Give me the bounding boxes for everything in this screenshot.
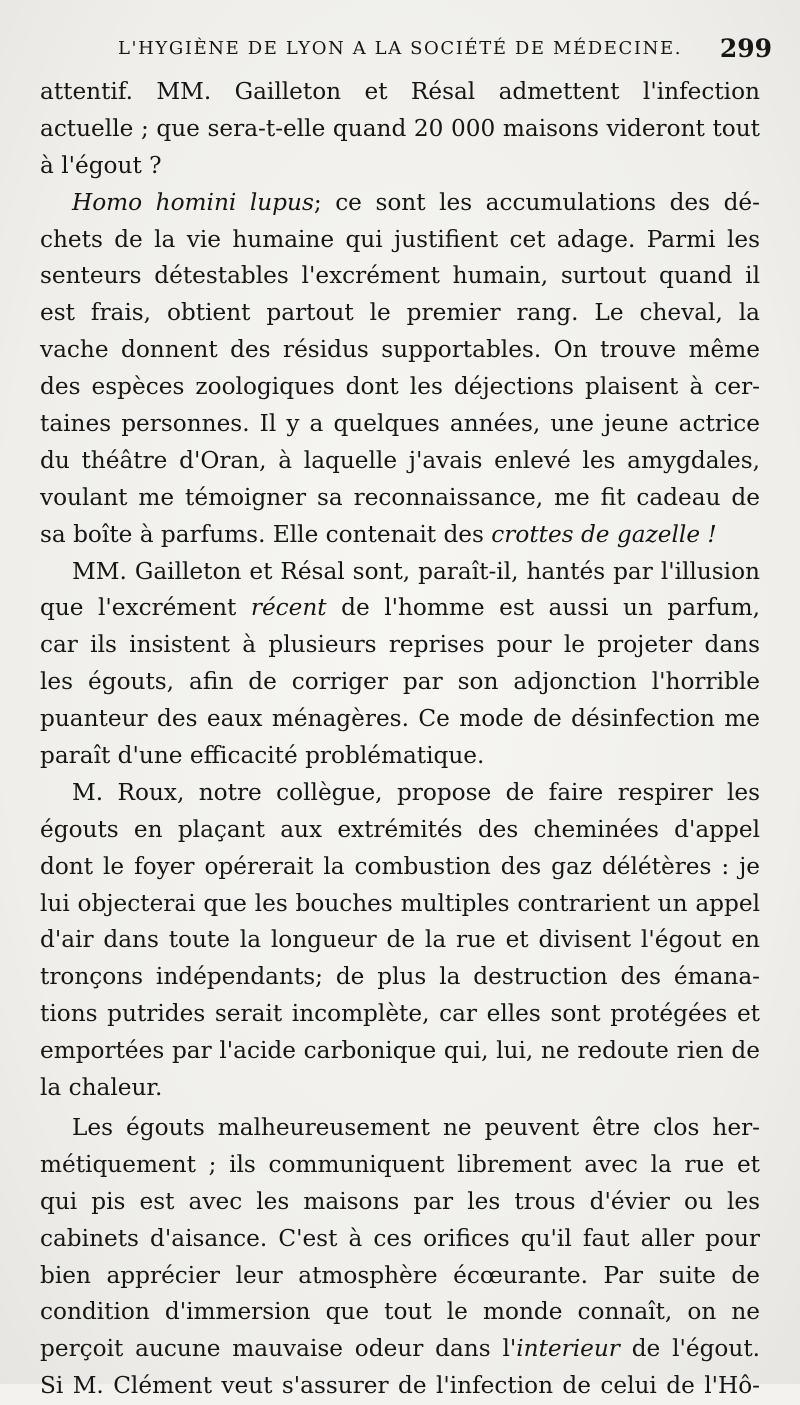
italic-text: récent [250, 594, 327, 622]
text-line [40, 295, 760, 332]
text-run: paraît d'une efficacité problématique. [40, 742, 485, 770]
text-line [40, 1258, 760, 1295]
text-run: attentif. MM. Gailleton et Résal admettent l'infection [40, 78, 760, 105]
running-title: L'HYGIÈNE DE LYON A LA SOCIÉTÉ DE MÉDECINE. [118, 38, 683, 59]
text-run: tronçons indépendants; de plus la destruction des émana- [40, 963, 760, 991]
text-run: de l'égout. [619, 1335, 761, 1363]
text-run: égouts en plaçant aux extrémités des cheminées d'appel [40, 815, 760, 843]
text-run: d'air dans toute la longueur de la rue et divisent l'égout en [40, 926, 760, 954]
text-line [40, 258, 760, 295]
text-run: dont le foyer opérerait la combustion des gaz délétères : je [40, 852, 760, 880]
text-run: MM. Gailleton et Résal sont, paraît-il, hantés par l'illusion [72, 557, 760, 585]
text-line [40, 738, 760, 775]
text-line [40, 480, 760, 517]
text-line [40, 1221, 760, 1258]
page-number: 299 [719, 34, 772, 63]
text-line [40, 664, 760, 701]
text-line [40, 1147, 760, 1184]
text-line [40, 1368, 760, 1405]
text-line [40, 185, 760, 222]
text-run: métiquement ; ils communiquent librement avec la rue et [40, 1150, 760, 1178]
text-line [40, 849, 760, 886]
text-run: cabinets d'aisance. C'est à ces orifices qu'il faut aller pour [40, 1224, 760, 1252]
text-run: emportées par l'acide carbonique qui, lui, ne redoute rien de [40, 1037, 760, 1065]
text-line [40, 959, 760, 996]
text-run: des espèces zoologiques dont les déjections plaisent à cer- [40, 373, 760, 401]
text-line [40, 996, 760, 1033]
body-text [40, 74, 760, 1405]
text-run: ; ce sont les accumulations des dé- [313, 188, 760, 216]
text-run: du théâtre d'Oran, à laquelle j'avais enlevé les amygdales, [40, 446, 760, 474]
text-line [40, 1110, 760, 1147]
running-head [40, 36, 786, 66]
text-run: Les égouts malheureusement ne peuvent être clos her- [72, 1113, 760, 1141]
text-line [40, 1294, 760, 1331]
text-run: est frais, obtient partout le premier rang. Le cheval, la [40, 299, 760, 327]
text-line [40, 332, 760, 369]
text-run: les égouts, afin de corriger par son adjonction l'horrible [40, 668, 760, 696]
text-run: tions putrides serait incomplète, car elles sont protégées et [40, 1000, 760, 1028]
text-run: lui objecterai que les bouches multiples contrarient un appel [40, 889, 760, 917]
text-line [40, 517, 760, 554]
italic-text: crottes de gazelle ! [491, 520, 717, 548]
text-line [40, 74, 760, 111]
text-line [40, 148, 760, 185]
text-line [40, 369, 760, 406]
text-line [40, 1184, 760, 1221]
italic-text: interieur [516, 1335, 620, 1363]
text-line [40, 701, 760, 738]
text-run: de l'homme est aussi un parfum, [326, 594, 761, 622]
text-line [40, 812, 760, 849]
text-line [40, 886, 760, 923]
text-run: sa boîte à parfums. Elle contenait des [40, 520, 492, 548]
text-run: chets de la vie humaine qui justifient cet adage. Parmi les [40, 225, 760, 253]
text-line [40, 1033, 760, 1070]
text-line [40, 111, 760, 148]
text-line [40, 627, 760, 664]
text-run: qui pis est avec les maisons par les trous d'évier ou les [40, 1187, 760, 1215]
text-line [40, 775, 760, 812]
text-line [40, 922, 760, 959]
text-line [40, 590, 760, 627]
text-run: taines personnes. Il y a quelques années, une jeune actrice [40, 410, 760, 438]
text-run: perçoit aucune mauvaise odeur dans l' [40, 1335, 517, 1363]
text-run: que l'excrément [40, 594, 251, 622]
text-run: car ils insistent à plusieurs reprises pour le projeter dans [40, 631, 760, 659]
text-run: senteurs détestables l'excrément humain, surtout quand il [40, 262, 760, 290]
text-run: vache donnent des résidus supportables. On trouve même [40, 336, 760, 364]
text-run: puanteur des eaux ménagères. Ce mode de désinfection me [40, 705, 760, 733]
text-run: voulant me témoigner sa reconnaissance, me fit cadeau de [40, 483, 760, 511]
text-run: condition d'immersion que tout le monde connaît, on ne [40, 1298, 760, 1326]
italic-text: Homo homini lupus [72, 188, 314, 216]
text-run: la chaleur. [40, 1074, 163, 1102]
text-line [40, 1331, 760, 1368]
text-run: bien apprécier leur atmosphère écœurante. Par suite de [40, 1261, 760, 1289]
text-run: à l'égout ? [40, 151, 162, 179]
text-run: actuelle ; que sera-t-elle quand 20 000 maisons videront tout [40, 114, 760, 142]
text-line [40, 1070, 760, 1107]
text-line [40, 406, 760, 443]
text-run: Si M. Clément veut s'assurer de l'infection de celui de l'Hô- [40, 1372, 760, 1400]
text-line [40, 443, 760, 480]
text-run: M. Roux, notre collègue, propose de faire respirer les [72, 778, 760, 806]
text-line [40, 554, 760, 591]
text-line [40, 222, 760, 259]
